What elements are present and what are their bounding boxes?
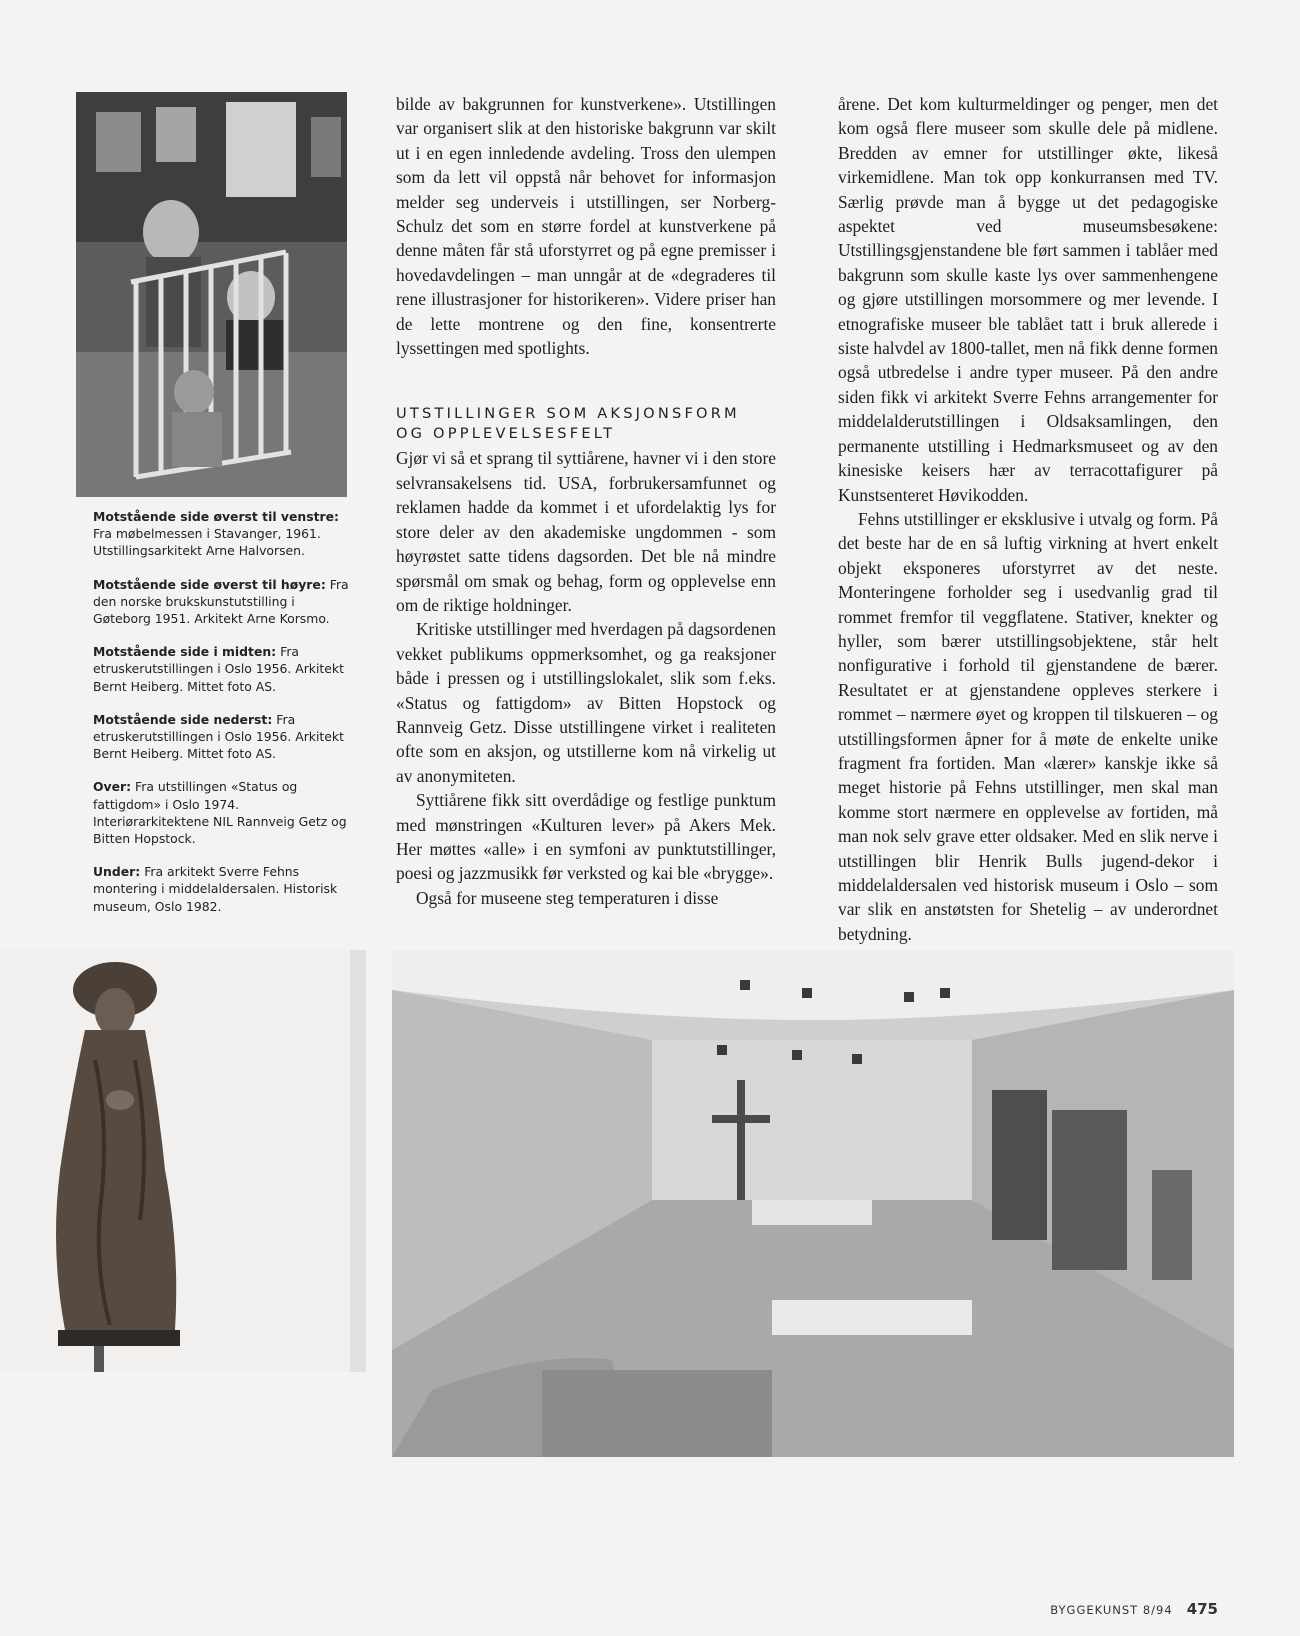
caption-text: Fra den norske brukskunstutstilling i Gøteborg 1951. Arkitekt Arne Korsmo. (93, 576, 349, 627)
caption-label: Motstående side i midten: (93, 644, 277, 660)
section-heading: UTSTILLINGER SOM AKSJONSFORM OG OPPLEVELSESFELT (396, 405, 740, 443)
magazine-name: BYGGEKUNST 8/94 (1050, 1603, 1173, 1617)
page-footer (1050, 1600, 1218, 1618)
caption (93, 576, 355, 628)
photo-status-og-fattigdom (76, 92, 347, 497)
caption (93, 643, 355, 695)
paragraph: Også for museene steg temperaturen i disse (416, 887, 719, 908)
paragraph: Kritiske utstillinger med hverdagen på dagsordenen vekket publikums oppmerksomhet, og ga reaksjoner både i pressen og i utstillingslokalet, slik som f.eks. «Status og fattigdom» av Bitten Hopstock og Rannveig Getz. Disse utstillingene virket i realiteten ofte som en aksjon, og utstillerne kom nå virkelig ut av anonymiteten. (396, 619, 776, 786)
paragraph: Fehns utstillinger er eksklusive i utvalg og form. På det beste har de en så luftig virkning at hvert enkelt objekt eksponeres uforstyrret av det neste. Monteringene forholder seg i usedvanlig grad til rommet fremfor til veggflatene. Stativer, knekter og hyller, som bærer utstillingsobjektene, står helt nonfigurative i forhold til gjenstandene de bærer. Resultatet er at gjenstandene oppleves sterkere i rommet – nærmere øyet og kroppen til tilskueren – og utstillingsformen åpner for å møte de enkelte unike fragment fra fortiden. Man «lærer» kanskje ikke så meget historie på Fehns utstillinger, men skal man komme stort nærmere en opplevelse av fortiden, må man nok selv grave etter oldsaker. Med en slik nerve i utstillingen blir Henrik Bulls jugend-dekor i middelaldersalen ved historisk museum i Oslo – som var slik en anstøtsten for Shetelig – av underordnet betydning. (838, 508, 1218, 944)
caption (93, 863, 355, 915)
caption-label: Motstående side nederst: (93, 711, 273, 727)
article-column-right (838, 92, 1218, 946)
article-column-middle (396, 92, 776, 910)
caption-label: Under: (93, 864, 141, 880)
caption (93, 778, 355, 847)
captions-column (93, 508, 355, 931)
caption (93, 711, 355, 763)
page-number: 475 (1186, 1600, 1218, 1618)
caption-label: Motstående side øverst til høyre: (93, 576, 326, 592)
caption-text: Fra utstillingen «Status og fattigdom» i Oslo 1974. Interiørarkitektene NIL Rannveig Getz og Bitten Hopstock. (93, 779, 347, 847)
caption-label: Over: (93, 779, 132, 795)
caption-text: Fra etruskerutstillingen i Oslo 1956. Arkitekt Bernt Heiberg. Mittet foto AS. (93, 644, 344, 694)
caption-text: Fra arkitekt Sverre Fehns montering i middelaldersalen. Historisk museum, Oslo 1982. (93, 864, 338, 914)
caption-text: Fra etruskerutstillingen i Oslo 1956. Arkitekt Bernt Heiberg. Mittet foto AS. (93, 711, 344, 762)
paragraph: bilde av bakgrunnen for kunstverkene». Utstillingen var organisert slik at den historiske bakgrunn var skilt ut i en egen innledende avdeling. Tross den ulempen som da lett vil oppstå når behovet for informasjon melder seg underveis i utstillingen, ser Norberg-Schulz det som en større fordel at kunstverkene på denne måten får stå uforstyrret og på egne premisser i hovedavdelingen – man unngår at de «degraderes til rene illustrasjoner for historikeren». Videre priser han de lette montrene og den fine, konsentrerte lyssettingen med spotlights. (396, 94, 776, 359)
paragraph: årene. Det kom kulturmeldinger og penger, men det kom også flere museer som skulle dele på midlene. Bredden av emner for utstillinger økte, likeså virkemidlene. Man tok opp konkurransen med TV. Særlig prøvde man å bygge ut det pedagogiske aspektet ved museumsbesøkene: Utstillingsgjenstandene ble ført sammen i tablåer med bakgrunn som skulle kaste lys over sammenhengene og gjøre utstillingen morsommere og mer levende. I etnografiske museer ble tablået tatt i bruk allerede i siste halvdel av 1800-tallet, men nå fikk denne formen også utbredelse i andre typer museer. På den andre siden fikk vi arkitekt Sverre Fehns arrangementer for middelalderutstillingen i Oldsaksamlingen, den permanente utstilling i Hedmarksmuseet og av den kinesiske keisers hær av terracottafigurer på Kunstsenteret Høvikodden. (838, 94, 1218, 505)
paragraph: Gjør vi så et sprang til syttiårene, havner vi i den store selvransakelsens tid. USA, forbrukersamfunnet og reklamen hadde da kommet i et ufordelaktig lys for store deler av den akademiske ungdommen - som høyrøstet satte tidens dagsorden. Det ble nå mindre spørsmål om smak og behag, form og opplevelse enn om de riktige holdninger. (396, 448, 776, 615)
photo-wooden-sculpture (0, 950, 366, 1372)
photo-middelaldersalen (392, 950, 1234, 1457)
caption (93, 508, 355, 560)
paragraph: Syttiårene fikk sitt overdådige og festlige punktum med mønstringen «Kulturen lever» på Akers Mek. Her møttes «alle» i en symfoni av punktutstillinger, poesi og jazzmusikk før verksted og kai ble «brygge». (396, 790, 776, 884)
caption-text: Fra møbelmessen i Stavanger, 1961. Utstillingsarkitekt Arne Halvorsen. (93, 526, 321, 559)
caption-label: Motstående side øverst til venstre: (93, 509, 339, 524)
